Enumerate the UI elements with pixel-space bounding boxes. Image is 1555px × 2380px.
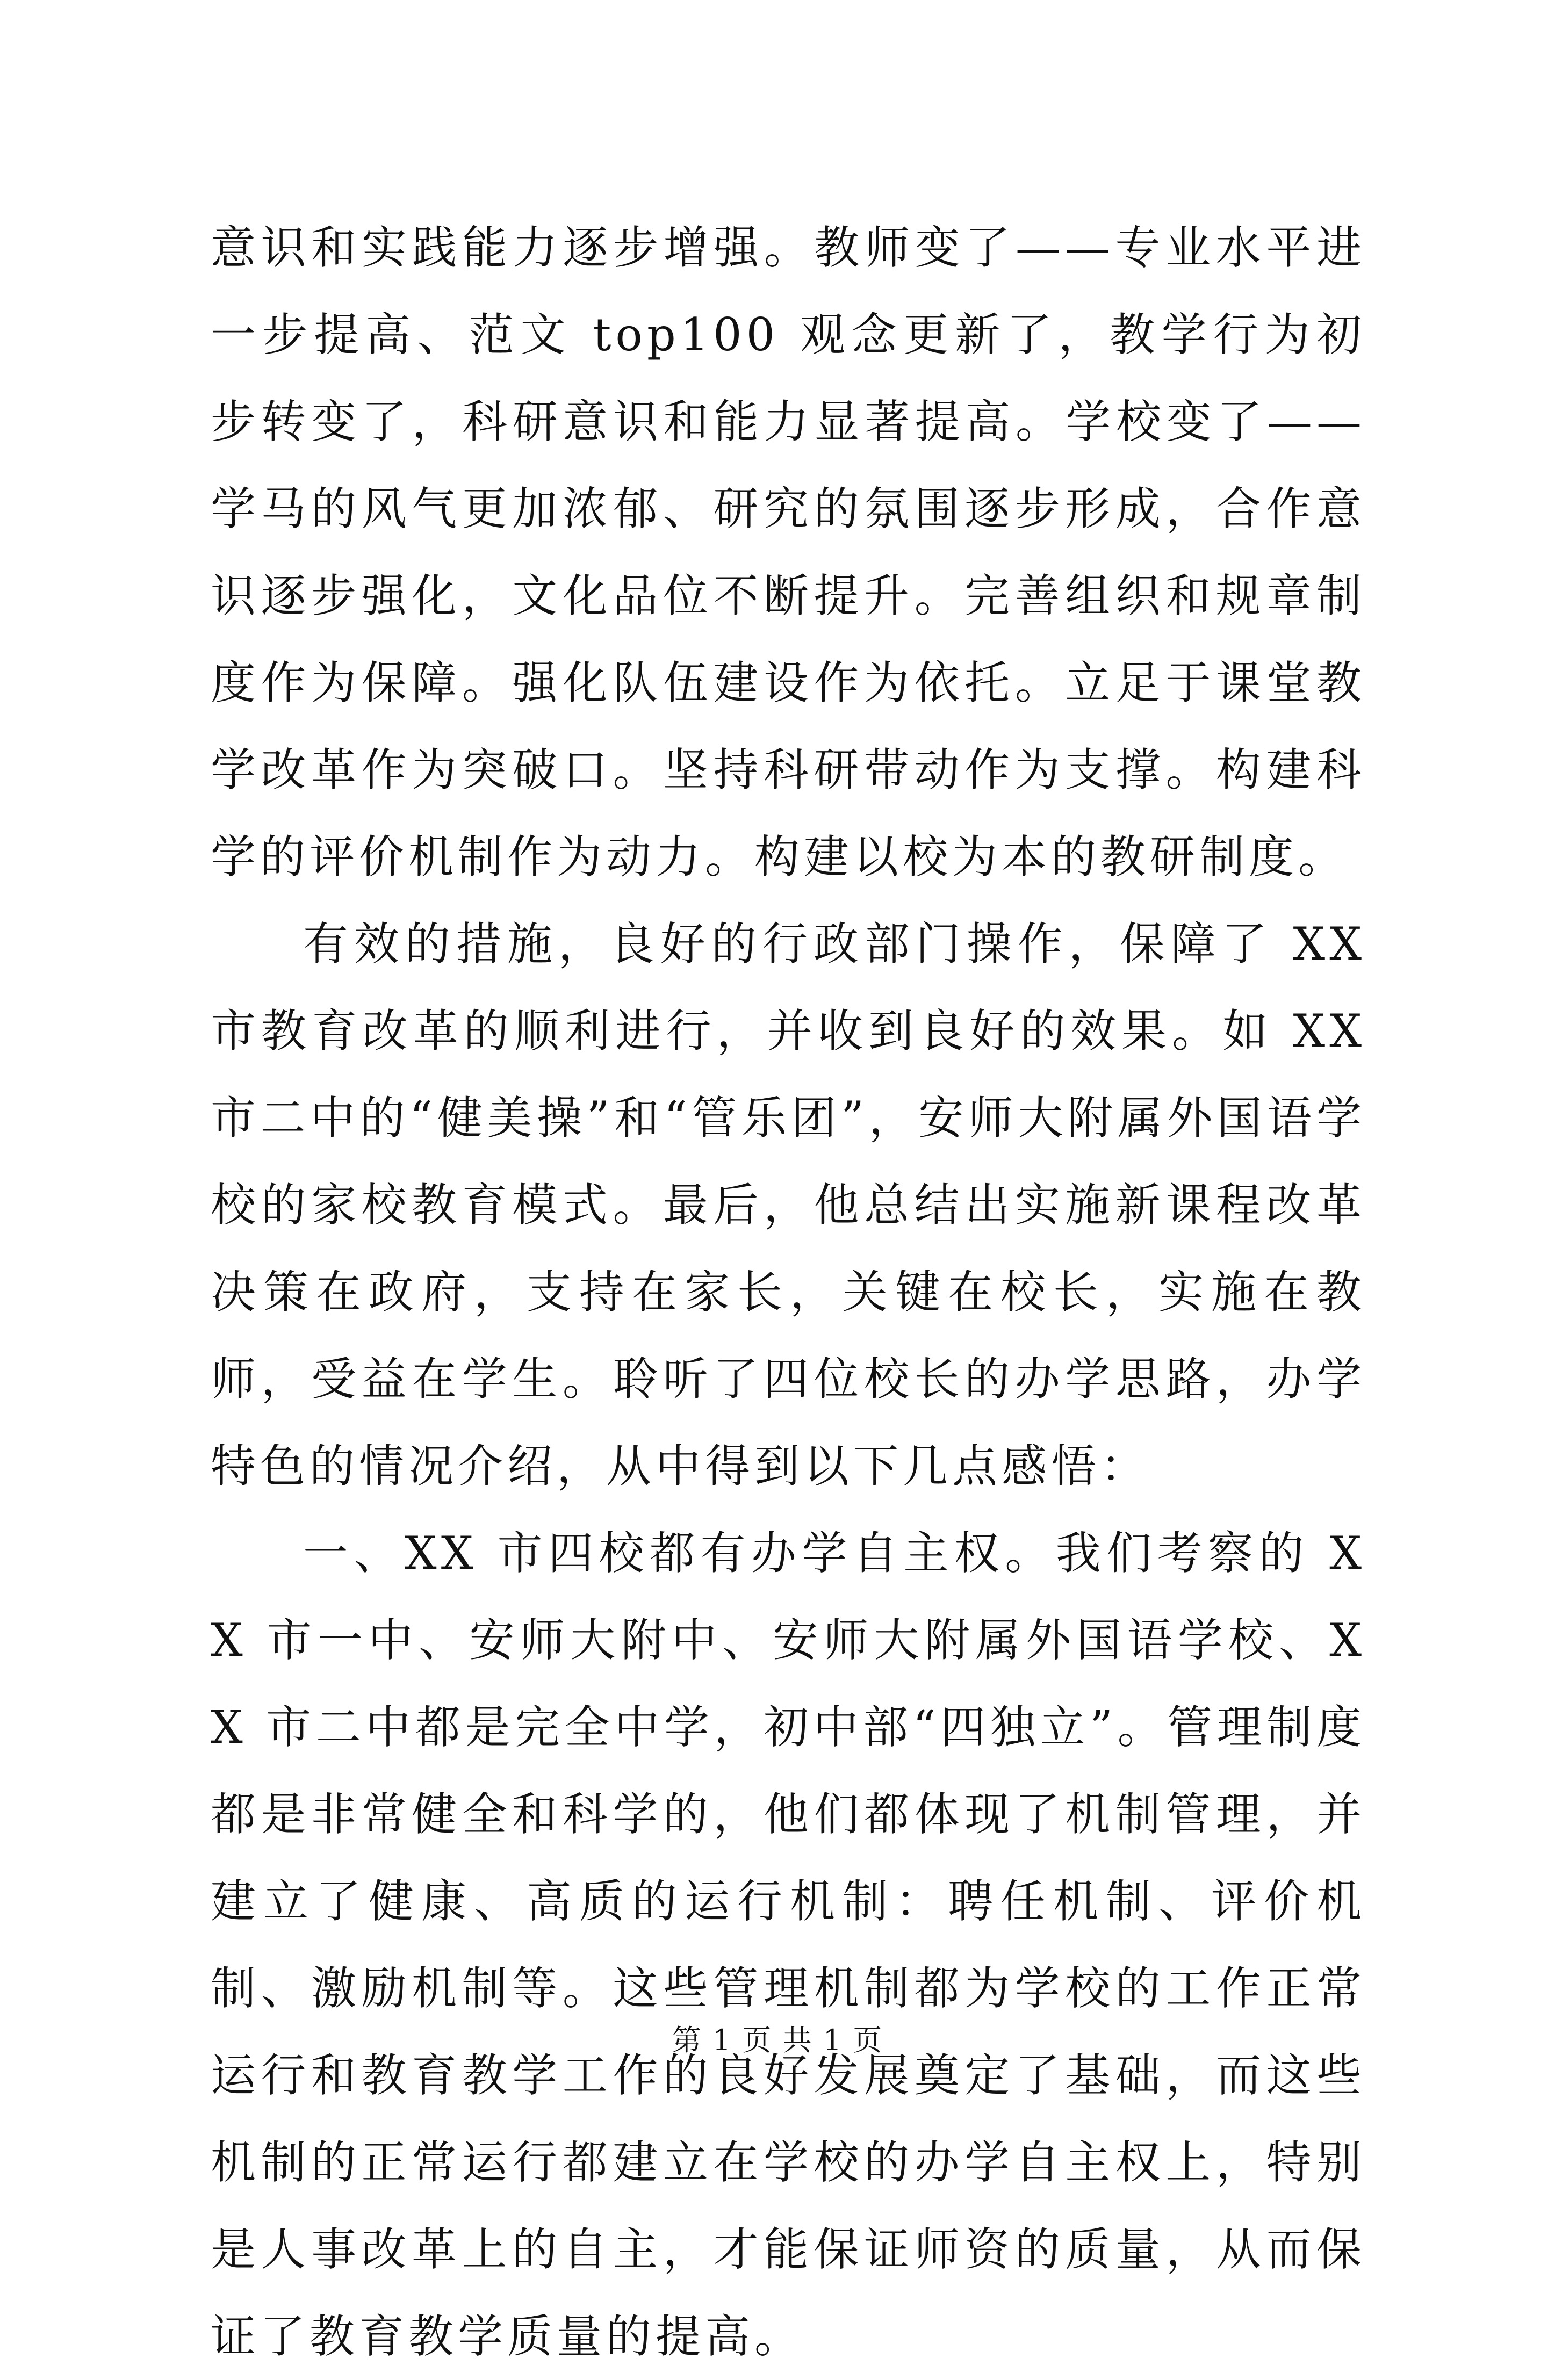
page-footer: 第 1 页 共 1 页 [672,2023,883,2057]
paragraph-1: 意识和实践能力逐步增强。教师变了——专业水平进一步提高、范文 top100 观念更新了，教学行为初步转变了，科研意识和能力显著提高。学校变了——学马的风气更加浓郁、研究的氛围逐步形成，合作意识逐步强化，文化品位不断提升。完善组织和规章制度作为保障。强化队伍建设作为依托。立足于课堂教学改革作为突破口。坚持科研带动作为支撑。构建科学的评价机制作为动力。构建以校为本的教研制度。 [211,221,1366,883]
paragraph-3: 一、XX 市四校都有办学自主权。我们考察的 XX 市一中、安师大附中、安师大附属外国语学校、XX 市二中都是完全中学，初中部“四独立”。管理制度都是非常健全和科学的，他们都体现了机制管理，并建立了健康、高质的运行机制：聘任机制、评价机制、激励机制等。这些管理机制都为学校的工作正常运行和教育教学工作的良好发展奠定了基础，而这些机制的正常运行都建立在学校的办学自主权上，特别是人事改革上的自主，才能保证师资的质量，从而保证了教育教学质量的提高。 [211,1527,1366,2363]
paragraph-2: 有效的措施，良好的行政部门操作，保障了 XX 市教育改革的顺利进行，并收到良好的效果。如 XX 市二中的“健美操”和“管乐团”，安师大附属外国语学校的家校教育模式。最后，他总结出实施新课程改革决策在政府，支持在家长，关键在校长，实施在教师，受益在学生。聆听了四位校长的办学思路，办学特色的情况介绍，从中得到以下几点感悟： [211,918,1366,1492]
